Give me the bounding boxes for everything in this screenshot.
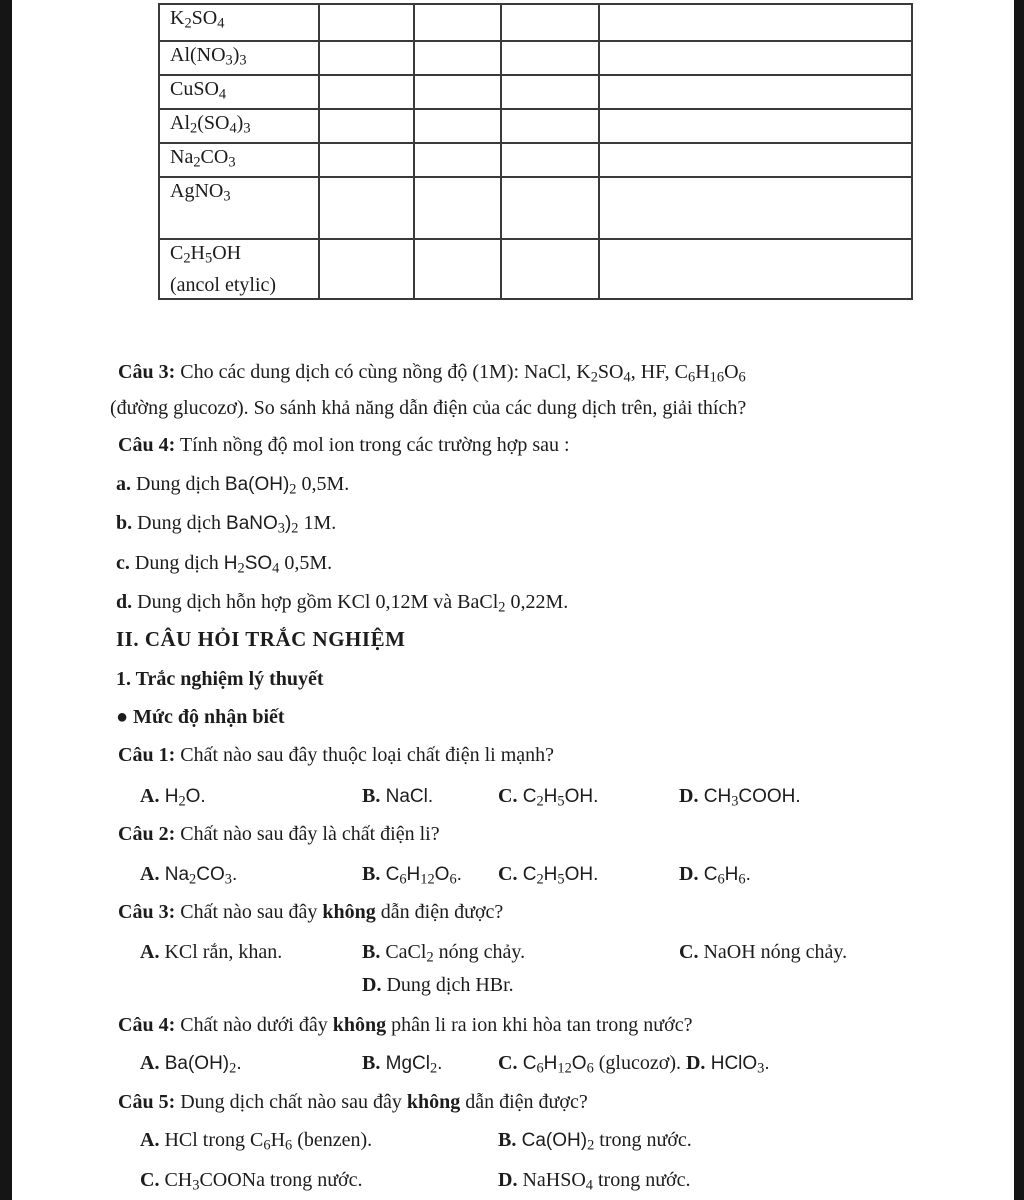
text-run: Cho các dung dịch có cùng nồng độ (1M): NaCl, K: [175, 361, 591, 383]
text-run: (benzen).: [292, 1129, 373, 1151]
text-line: [116, 551, 332, 581]
text-run: Ba(OH): [159, 1053, 230, 1074]
subscript: 16: [709, 369, 725, 386]
table-row: [159, 239, 912, 299]
text-run: Dung dịch: [132, 512, 227, 534]
text-run: OH.: [564, 864, 599, 885]
empty-cell: [414, 41, 501, 75]
empty-cell: [599, 75, 912, 109]
text-run: Câu 4:: [118, 1014, 176, 1036]
text-run: C: [170, 242, 184, 264]
text-run: C.: [679, 941, 699, 963]
text-run: nóng chảy.: [433, 941, 526, 963]
text-run: trong nước.: [593, 1169, 691, 1191]
subscript: 3: [192, 1177, 200, 1194]
text-run: C.: [498, 1052, 518, 1074]
text-run: Chất nào sau đây thuộc loại chất điện li mạnh?: [175, 744, 555, 766]
text-line: [140, 784, 206, 814]
text-line: [362, 784, 433, 809]
text-run: Dung dịch HBr.: [381, 974, 514, 996]
text-run: B.: [498, 1129, 517, 1151]
text-run: b.: [116, 512, 133, 534]
subscript: 6: [399, 871, 407, 888]
text-run: không: [406, 1091, 461, 1113]
text-line: [140, 1168, 363, 1198]
text-run: O: [571, 1053, 587, 1074]
text-run: II. CÂU HỎI TRẮC NGHIỆM: [116, 627, 406, 651]
text-line: [118, 743, 554, 767]
empty-cell: [319, 41, 414, 75]
subscript: 4: [218, 86, 227, 103]
compound-cell: [159, 143, 319, 177]
text-line: [118, 822, 440, 846]
subscript: 3: [757, 1060, 765, 1077]
compound-formula: [170, 5, 318, 37]
text-run: A.: [140, 941, 160, 963]
text-run: .: [231, 864, 238, 885]
empty-cell: [501, 239, 599, 299]
text-line: [116, 472, 349, 502]
text-run: H: [724, 864, 739, 885]
text-run: 0,5M.: [296, 473, 350, 495]
compound-formula: [170, 178, 318, 210]
text-run: 0,5M.: [279, 552, 333, 574]
text-line: [118, 1090, 588, 1114]
empty-cell: [414, 239, 501, 299]
text-run: D.: [679, 863, 699, 885]
text-run: C.: [498, 785, 518, 807]
text-run: d.: [116, 591, 133, 613]
text-run: Chất nào sau đây: [175, 901, 323, 923]
subscript: 5: [557, 793, 565, 810]
compound-formula: [170, 42, 318, 74]
text-run: CH: [698, 786, 732, 807]
table-row: [159, 177, 912, 239]
text-run: BaNO: [226, 513, 278, 534]
text-line: [679, 862, 751, 892]
ion-table: [158, 3, 913, 300]
subscript: 3: [225, 52, 233, 69]
text-run: ): [284, 513, 292, 534]
empty-cell: [599, 143, 912, 177]
right-edge-shadow: [1014, 0, 1024, 1200]
text-run: Na: [170, 146, 194, 168]
text-run: Chất nào sau đây là chất điện li?: [175, 823, 440, 845]
text-line: [498, 784, 598, 814]
text-run: phân li ra ion khi hòa tan trong nước?: [386, 1014, 693, 1036]
text-run: B.: [362, 785, 381, 807]
subscript: 5: [557, 871, 565, 888]
empty-cell: [501, 177, 599, 239]
text-run: C: [517, 864, 537, 885]
subscript: 6: [738, 871, 746, 888]
text-run: H: [223, 553, 238, 574]
text-line: [118, 360, 746, 390]
text-line: [679, 940, 847, 964]
subscript: 2: [289, 481, 297, 498]
subscript: 3: [277, 520, 285, 537]
text-run: K: [170, 7, 185, 29]
empty-cell: [599, 239, 912, 299]
table-row: [159, 75, 912, 109]
text-run: .: [437, 1053, 443, 1074]
text-run: O: [434, 864, 450, 885]
text-run: H: [270, 1129, 286, 1151]
subscript: 2: [587, 1137, 595, 1154]
empty-cell: [414, 143, 501, 177]
table-row: [159, 41, 912, 75]
text-run: Ba(OH): [224, 474, 290, 495]
empty-cell: [501, 41, 599, 75]
empty-cell: [599, 41, 912, 75]
text-run: CH: [159, 1169, 193, 1191]
text-run: HClO: [705, 1053, 758, 1074]
empty-cell: [414, 109, 501, 143]
text-run: Na: [159, 864, 190, 885]
text-run: COOH.: [738, 786, 801, 807]
compound-formula: [170, 240, 318, 272]
subscript: 12: [420, 871, 435, 888]
text-run: D.: [362, 974, 382, 996]
compound-formula: [170, 144, 318, 176]
text-line: [498, 1051, 770, 1081]
text-run: CO: [200, 146, 229, 168]
text-run: O.: [185, 786, 206, 807]
text-run: Câu 3:: [118, 901, 176, 923]
text-run: COONa trong nước.: [199, 1169, 363, 1191]
text-run: .: [764, 1053, 770, 1074]
empty-cell: [319, 143, 414, 177]
text-run: 0,22M.: [505, 591, 569, 613]
text-run: Chất nào dưới đây: [175, 1014, 333, 1036]
text-run: SO: [597, 361, 624, 383]
text-run: Al(NO: [170, 44, 226, 66]
text-run: D.: [498, 1169, 518, 1191]
subscript: 4: [217, 15, 225, 32]
text-run: H: [406, 864, 421, 885]
text-run: SO: [244, 553, 273, 574]
text-run: H: [695, 361, 710, 383]
compound-cell: [159, 109, 319, 143]
subscript: 3: [731, 793, 739, 810]
compound-cell: [159, 4, 319, 41]
compound-cell: [159, 239, 319, 299]
compound-formula: [170, 76, 318, 108]
subscript: 2: [189, 871, 197, 888]
text-line: [498, 1128, 692, 1158]
empty-cell: [319, 177, 414, 239]
text-line: [498, 862, 598, 892]
subscript: 2: [229, 1060, 237, 1077]
subscript: 6: [586, 1060, 594, 1077]
left-edge-shadow: [0, 0, 12, 1200]
text-run: H: [543, 1053, 558, 1074]
text-run: 1M.: [298, 512, 337, 534]
subscript: 3: [243, 120, 251, 137]
text-run: C.: [498, 863, 518, 885]
compound-cell: [159, 177, 319, 239]
compound-formula: [170, 110, 318, 142]
table-row: [159, 143, 912, 177]
subscript: 4: [623, 369, 631, 386]
text-run: (đường glucozơ). So sánh khả năng dẫn điện của các dung dịch trên, giải thích?: [110, 397, 747, 419]
text-line: [116, 511, 336, 541]
subscript: 4: [585, 1177, 593, 1194]
text-run: Dung dịch hỗn hợp gồm KCl 0,12M và BaCl: [132, 591, 499, 613]
subscript: 12: [557, 1060, 572, 1077]
text-run: Tính nồng độ mol ion trong các trường hợp sau :: [175, 434, 570, 456]
text-run: C: [698, 864, 718, 885]
empty-cell: [319, 75, 414, 109]
text-line: [110, 396, 746, 420]
text-line: [140, 862, 237, 892]
text-line: [140, 1051, 242, 1081]
text-run: Dung dịch: [131, 473, 225, 495]
empty-cell: [319, 4, 414, 41]
text-line: [140, 940, 282, 964]
subscript: 6: [717, 871, 725, 888]
text-line: [116, 590, 568, 620]
empty-cell: [501, 109, 599, 143]
text-run: KCl rắn, khan.: [159, 941, 283, 963]
text-run: ● Mức độ nhận biết: [116, 706, 285, 728]
text-run: 1. Trắc nghiệm lý thuyết: [116, 668, 324, 690]
empty-cell: [414, 177, 501, 239]
text-line: [362, 973, 514, 997]
text-run: ): [236, 112, 244, 134]
table-row: [159, 4, 912, 41]
text-run: H: [543, 786, 558, 807]
text-run: (glucozơ).: [593, 1052, 681, 1074]
text-run: dẫn điện được?: [375, 901, 504, 923]
compound-cell: [159, 41, 319, 75]
text-run: C: [517, 1053, 537, 1074]
empty-cell: [501, 75, 599, 109]
text-run: C: [380, 864, 400, 885]
text-run: D.: [680, 1052, 706, 1074]
text-run: OH.: [564, 786, 599, 807]
subscript: 3: [223, 188, 231, 205]
text-line: [362, 940, 525, 970]
text-run: H: [190, 242, 205, 264]
text-run: Câu 1:: [118, 744, 176, 766]
empty-cell: [501, 143, 599, 177]
text-run: Câu 2:: [118, 823, 176, 845]
text-run: NaCl.: [380, 786, 434, 807]
text-run: c.: [116, 552, 130, 574]
text-line: [118, 900, 503, 924]
subscript: 3: [224, 871, 232, 888]
text-run: a.: [116, 473, 131, 495]
text-run: NaHSO: [517, 1169, 586, 1191]
text-run: H: [543, 864, 558, 885]
text-run: CO: [196, 864, 225, 885]
text-line: [362, 1051, 442, 1081]
text-run: không: [332, 1014, 387, 1036]
subscript: 6: [285, 1137, 293, 1154]
text-line: [679, 784, 801, 814]
text-run: A.: [140, 785, 160, 807]
text-run: C: [517, 786, 537, 807]
text-run: HCl trong C: [159, 1129, 264, 1151]
text-line: [498, 1168, 691, 1198]
table-row: [159, 109, 912, 143]
text-run: OH: [212, 242, 242, 264]
text-run: CuSO: [170, 78, 219, 100]
subscript: 6: [449, 871, 457, 888]
empty-cell: [414, 75, 501, 109]
subscript: 2: [178, 793, 186, 810]
text-run: NaOH nóng chảy.: [698, 941, 848, 963]
subscript: 2: [590, 369, 598, 386]
text-run: A.: [140, 1129, 160, 1151]
text-line: [362, 862, 462, 892]
text-run: H: [159, 786, 179, 807]
text-line: [116, 667, 324, 691]
text-line: [116, 705, 285, 729]
text-run: Dung dịch chất nào sau đây: [175, 1091, 407, 1113]
text-run: dẫn điện được?: [460, 1091, 588, 1113]
text-line: [140, 1128, 372, 1158]
text-run: O: [724, 361, 739, 383]
text-run: C.: [140, 1169, 160, 1191]
subscript: 2: [536, 793, 544, 810]
subscript: 3: [239, 52, 247, 69]
subscript: 2: [536, 871, 544, 888]
text-run: ): [232, 44, 240, 66]
text-run: .: [745, 864, 751, 885]
empty-cell: [599, 177, 912, 239]
subscript: 4: [229, 120, 237, 137]
text-run: D.: [679, 785, 699, 807]
text-run: AgNO: [170, 180, 224, 202]
subscript: 2: [429, 1060, 438, 1077]
text-run: .: [456, 864, 462, 885]
text-run: SO: [191, 7, 218, 29]
text-run: , HF, C: [630, 361, 689, 383]
empty-cell: [599, 109, 912, 143]
text-run: Al: [170, 112, 190, 134]
empty-cell: [319, 239, 414, 299]
subscript: 2: [190, 120, 198, 137]
empty-cell: [319, 109, 414, 143]
text-line: [118, 433, 570, 457]
subscript: 5: [205, 250, 213, 267]
subscript: 6: [536, 1060, 544, 1077]
text-run: A.: [140, 863, 160, 885]
text-line: [116, 627, 405, 652]
text-run: trong nước.: [594, 1129, 692, 1151]
subscript: 2: [498, 599, 506, 616]
text-run: Câu 3:: [118, 361, 176, 383]
empty-cell: [414, 4, 501, 41]
text-run: Dung dịch: [129, 552, 224, 574]
empty-cell: [501, 4, 599, 41]
text-run: A.: [140, 1052, 160, 1074]
compound-cell: [159, 75, 319, 109]
subscript: 6: [263, 1137, 271, 1154]
text-run: không: [322, 901, 376, 923]
text-run: B.: [362, 863, 381, 885]
subscript: 2: [183, 250, 191, 267]
text-run: Câu 5:: [118, 1091, 176, 1113]
text-run: B.: [362, 1052, 381, 1074]
subscript: 2: [184, 15, 192, 32]
text-run: .: [236, 1053, 242, 1074]
text-run: (SO: [197, 112, 230, 134]
text-run: Ca(OH): [516, 1130, 588, 1151]
subscript: 2: [193, 154, 201, 171]
text-run: CaCl: [380, 941, 427, 963]
text-run: Câu 4:: [118, 434, 176, 456]
subscript: 4: [272, 560, 280, 577]
empty-cell: [599, 4, 912, 41]
subscript: 6: [688, 369, 696, 386]
subscript: 2: [291, 520, 299, 537]
compound-note: (ancol etylic): [170, 273, 277, 296]
text-line: [118, 1013, 692, 1037]
subscript: 3: [228, 154, 236, 171]
subscript: 2: [426, 949, 434, 966]
text-run: B.: [362, 941, 381, 963]
text-run: MgCl: [380, 1053, 430, 1074]
subscript: 6: [738, 369, 746, 386]
subscript: 2: [237, 560, 245, 577]
